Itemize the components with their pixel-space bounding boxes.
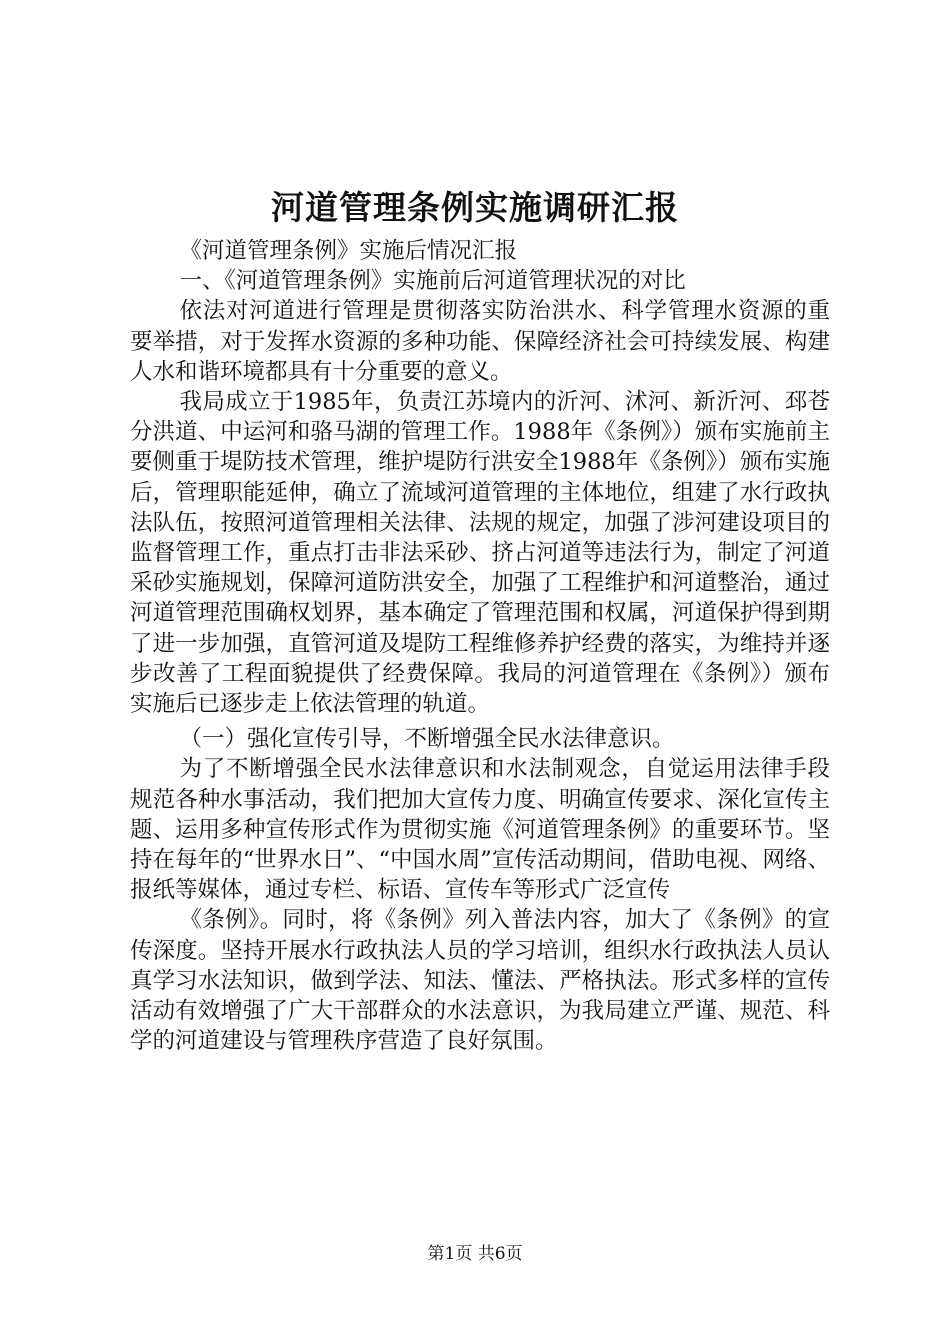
page-number-footer: 第1页 共6页 <box>427 1244 523 1264</box>
paragraph-publicity-results: 《条例》。同时，将《条例》列入普法内容，加大了《条例》的宣传深度。坚持开展水行政执法人员的学习培训，组织水行政执法人员认真学习水法知识，做到学法、知法、懂法、严格执法。形式多样的宣传活动有效增强了广大干部群众的水法意识，为我局建立严谨、规范、科学的河道建设与管理秩序营造了良好氛围。 <box>130 907 830 1055</box>
paragraph-intro: 依法对河道进行管理是贯彻落实防治洪水、科学管理水资源的重要举措，对于发挥水资源的多种功能、保障经济社会可持续发展、构建人水和谐环境都具有十分重要的意义。 <box>130 298 830 385</box>
paragraph-report-heading: 《河道管理条例》实施后情况汇报 <box>179 238 518 264</box>
paragraph-publicity-measures: 为了不断增强全民水法律意识和水法制观念，自觉运用法律手段规范各种水事活动，我们把加大宣传力度、明确宣传要求、深化宣传主题、运用多种宣传形式作为贯彻实施《河道管理条例》的重要环节。坚持在每年的“世界水日”、“中国水周”宣传活动期间，借助电视、网络、报纸等媒体，通过专栏、标语、宣传车等形式广泛宣传 <box>130 756 830 904</box>
document-body <box>130 236 830 1056</box>
paragraph-bureau-history: 我局成立于1985年，负责江苏境内的沂河、沭河、新沂河、邳苍分洪道、中运河和骆马湖的管理工作。1988年《条例》）颁布实施前主要侧重于堤防技术管理，维护堤防行洪安全1988年《条例》）颁布实施后，管理职能延伸，确立了流域河道管理的主体地位，组建了水行政执法队伍，按照河道管理相关法律、法规的规定，加强了涉河建设项目的监督管理工作，重点打击非法采砂、挤占河道等违法行为，制定了河道采砂实施规划，保障河道防洪安全，加强了工程维护和河道整治，通过河道管理范围确权划界，基本确定了管理范围和权属，河道保护得到期了进一步加强，直管河道及堤防工程维修养护经费的落实，为维持并逐步改善了工程面貌提供了经费保障。我局的河道管理在《条例》）颁布实施后已逐步走上依法管理的轨道。 <box>130 389 830 718</box>
document-title: 河道管理条例实施调研汇报 <box>271 188 679 227</box>
paragraph-subheading-publicity: （一）强化宣传引导，不断增强全民水法律意识。 <box>179 726 675 753</box>
paragraph-section-heading: 一、《河道管理条例》实施前后河道管理状况的对比 <box>179 268 686 295</box>
